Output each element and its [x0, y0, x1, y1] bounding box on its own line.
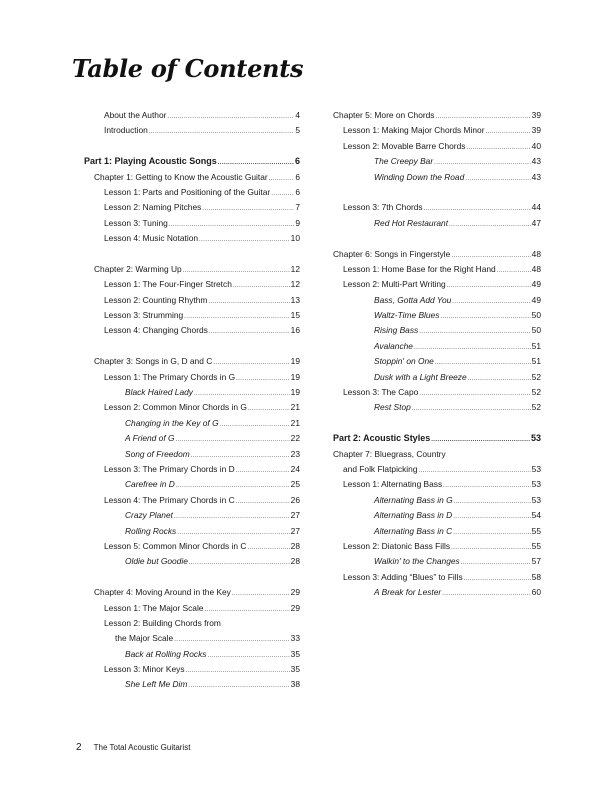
toc-page-number: 47	[531, 217, 541, 228]
toc-entry	[84, 372, 300, 387]
toc-song-entry	[333, 587, 541, 602]
toc-song-entry	[333, 556, 541, 571]
toc-column-right	[333, 110, 541, 603]
toc-entry-title: Bass, Gotta Add You	[374, 294, 452, 305]
toc-entry-title: Walkin' to the Changes	[374, 556, 460, 567]
toc-entry-title: Lesson 1: The Primary Chords in G	[104, 371, 236, 382]
toc-page-number: 48	[531, 248, 541, 259]
toc-entry-title: Introduction	[104, 125, 148, 136]
toc-entry-title: Chapter 2: Warming Up	[94, 263, 182, 274]
toc-song-entry	[333, 510, 541, 525]
dot-leader	[461, 560, 531, 566]
dot-leader	[186, 668, 290, 674]
toc-page-number: 35	[290, 648, 300, 659]
toc-page-number: 60	[531, 587, 541, 598]
dot-leader	[465, 176, 530, 182]
dot-leader	[189, 560, 290, 566]
toc-page-number: 19	[290, 356, 300, 367]
toc-entry	[333, 264, 541, 279]
toc-page-number: 28	[290, 540, 300, 551]
toc-song-entry	[84, 418, 300, 433]
toc-entry	[84, 618, 300, 633]
toc-entry-title: Carefree in D	[125, 479, 175, 490]
toc-entry-title: Lesson 3: Strumming	[104, 310, 184, 321]
dot-leader	[447, 283, 531, 289]
toc-entry-title: Lesson 2: Common Minor Chords in G	[104, 402, 247, 413]
toc-entry	[84, 402, 300, 417]
toc-entry	[333, 479, 541, 494]
toc-page-number: 28	[290, 556, 300, 567]
toc-page-number: 25	[290, 479, 300, 490]
toc-entry-title: Crazy Planet	[125, 510, 173, 521]
toc-page-number: 54	[531, 510, 541, 521]
toc-entry-title: Rising Bass	[374, 325, 419, 336]
toc-entry	[333, 141, 541, 156]
toc-entry	[84, 495, 300, 510]
toc-page-number: 55	[531, 540, 541, 551]
dot-leader	[188, 683, 289, 689]
dot-leader	[466, 145, 530, 151]
toc-entry-title: Chapter 4: Moving Around in the Key	[94, 587, 231, 598]
toc-entry-title: Back at Rolling Rocks	[125, 648, 207, 659]
toc-page-number: 21	[290, 417, 300, 428]
toc-entry	[84, 310, 300, 325]
toc-song-entry	[333, 295, 541, 310]
toc-page-number: 5	[295, 125, 300, 136]
toc-entry-title: Waltz-Time Blues	[374, 310, 440, 321]
toc-song-entry	[333, 172, 541, 187]
toc-entry-title: Changing in the Key of G	[125, 417, 219, 428]
toc-entry	[84, 356, 300, 371]
dot-leader	[218, 160, 294, 166]
toc-page-number: 53	[531, 494, 541, 505]
toc-entry-title: and Folk Flatpicking	[343, 463, 418, 474]
toc-entry	[84, 279, 300, 294]
toc-page-number: 43	[531, 156, 541, 167]
dot-leader	[213, 360, 289, 366]
dot-leader	[431, 437, 530, 443]
toc-spacer	[333, 418, 541, 433]
toc-entry-title: Lesson 3: Adding “Blues” to Fills	[343, 571, 463, 582]
toc-page-number: 35	[290, 664, 300, 675]
dot-leader	[236, 499, 290, 505]
toc-spacer	[333, 233, 541, 248]
toc-entry-title: Lesson 4: Changing Chords	[104, 325, 208, 336]
dot-leader	[248, 406, 290, 412]
toc-entry-title: Lesson 2: Counting Rhythm	[104, 294, 208, 305]
toc-page-number: 15	[290, 310, 300, 321]
dot-leader	[191, 453, 290, 459]
toc-entry	[84, 202, 300, 217]
toc-page-number: 24	[290, 463, 300, 474]
toc-entry	[333, 110, 541, 125]
toc-spacer	[84, 141, 300, 156]
toc-page-number: 53	[531, 479, 541, 490]
toc-song-entry	[84, 387, 300, 402]
toc-entry	[333, 249, 541, 264]
dot-leader	[453, 514, 530, 520]
toc-page-number: 49	[531, 279, 541, 290]
dot-leader	[435, 360, 531, 366]
dot-leader	[464, 576, 531, 582]
toc-entry-title: Song of Freedom	[125, 448, 190, 459]
toc-entry-title: Dusk with a Light Breeze	[374, 371, 467, 382]
dot-leader	[184, 314, 290, 320]
toc-song-entry	[84, 526, 300, 541]
dot-leader	[412, 406, 531, 412]
toc-song-entry	[84, 679, 300, 694]
toc-entry-title: She Left Me Dim	[125, 679, 188, 690]
toc-entry	[84, 664, 300, 679]
toc-entry-title: Chapter 7: Bluegrass, Country	[333, 448, 446, 459]
toc-page-number: 13	[290, 294, 300, 305]
toc-song-entry	[84, 433, 300, 448]
toc-song-entry	[84, 479, 300, 494]
toc-page-number: 27	[290, 525, 300, 536]
toc-entry	[84, 125, 300, 140]
dot-leader	[194, 391, 290, 397]
toc-page-number: 52	[531, 387, 541, 398]
toc-spacer	[84, 572, 300, 587]
dot-leader	[451, 253, 530, 259]
toc-entry-title: Lesson 4: Music Notation	[104, 233, 199, 244]
toc-page-number: 6	[295, 171, 300, 182]
toc-page-number: 40	[531, 140, 541, 151]
dot-leader	[169, 222, 295, 228]
toc-entry	[333, 572, 541, 587]
toc-entry-title: Lesson 4: The Primary Chords in C	[104, 494, 235, 505]
dot-leader	[419, 329, 530, 335]
toc-entry-title: Rest Stop	[374, 402, 411, 413]
toc-page-number: 22	[290, 433, 300, 444]
toc-entry-title: Part 1: Playing Acoustic Songs	[84, 156, 217, 167]
toc-entry-title: Lesson 2: Diatonic Bass Fills	[343, 540, 451, 551]
toc-page-number: 43	[531, 171, 541, 182]
toc-page-number: 12	[290, 279, 300, 290]
toc-page-number: 33	[290, 633, 300, 644]
toc-entry	[84, 325, 300, 340]
toc-entry-title: About the Author	[104, 110, 167, 120]
dot-leader	[449, 222, 531, 228]
toc-page-number: 6	[294, 156, 300, 167]
toc-entry-title: Lesson 3: The Capo	[343, 387, 419, 398]
toc-entry	[84, 110, 300, 125]
dot-leader	[486, 129, 531, 135]
toc-entry	[333, 387, 541, 402]
toc-song-entry	[84, 449, 300, 464]
toc-spacer	[84, 249, 300, 264]
toc-page-number: 50	[531, 310, 541, 321]
toc-page-number: 51	[531, 356, 541, 367]
toc-entry-title: Oldie but Goodie	[125, 556, 188, 567]
toc-entry-title: Lesson 2: Multi-Part Writing	[343, 279, 446, 290]
toc-entry	[333, 449, 541, 464]
toc-song-entry	[333, 495, 541, 510]
toc-entry	[333, 464, 541, 479]
toc-entry	[84, 187, 300, 202]
dot-leader	[453, 530, 530, 536]
toc-entry-title: Lesson 1: The Major Scale	[104, 602, 204, 613]
toc-entry	[84, 264, 300, 279]
toc-entry-title: Lesson 2: Movable Barre Chords	[343, 140, 466, 151]
toc-entry-title: Chapter 1: Getting to Know the Acoustic Guitar	[94, 171, 268, 182]
toc-page-number: 7	[295, 202, 300, 213]
dot-leader	[419, 391, 530, 397]
dot-leader	[452, 299, 530, 305]
toc-page-number: 53	[531, 463, 541, 474]
toc-page-number: 6	[295, 186, 300, 197]
toc-entry	[333, 541, 541, 556]
dot-leader	[174, 514, 290, 520]
toc-entry-title: Lesson 2: Building Chords from	[104, 617, 221, 628]
toc-entry	[84, 633, 300, 648]
toc-entry-title: A Break for Lester	[374, 587, 442, 598]
dot-leader	[468, 376, 531, 382]
toc-entry	[333, 279, 541, 294]
toc-song-entry	[333, 310, 541, 325]
dot-leader	[236, 376, 290, 382]
toc-entry-title: A Friend of G	[125, 433, 175, 444]
dot-leader	[443, 483, 531, 489]
dot-leader	[204, 607, 289, 613]
dot-leader	[208, 299, 289, 305]
toc-entry-title: Red Hot Restaurant	[374, 217, 449, 228]
dot-leader	[167, 114, 294, 120]
toc-entry-title: Alternating Bass in C	[374, 525, 453, 536]
footer-book-title: The Total Acoustic Guitarist	[93, 743, 191, 752]
toc-page-number: 19	[290, 387, 300, 398]
toc-entry-title: Lesson 3: Tuning	[104, 217, 168, 228]
toc-song-entry	[333, 218, 541, 233]
footer-page-number: 2	[76, 742, 82, 753]
toc-page-number: 55	[531, 525, 541, 536]
toc-entry	[84, 295, 300, 310]
toc-page-number: 52	[531, 402, 541, 413]
dot-leader	[435, 114, 530, 120]
toc-song-entry	[333, 356, 541, 371]
toc-entry	[84, 587, 300, 602]
toc-page-number: 29	[290, 602, 300, 613]
toc-song-entry	[84, 649, 300, 664]
dot-leader	[271, 191, 294, 197]
toc-entry-title: Rolling Rocks	[125, 525, 177, 536]
toc-song-entry	[333, 156, 541, 171]
dot-leader	[220, 422, 290, 428]
dot-leader	[434, 160, 531, 166]
toc-entry-title: Alternating Bass in G	[374, 494, 453, 505]
dot-leader	[177, 530, 289, 536]
toc-song-entry	[84, 510, 300, 525]
toc-spacer	[333, 187, 541, 202]
dot-leader	[183, 268, 290, 274]
dot-leader	[174, 637, 289, 643]
toc-page-number: 52	[531, 371, 541, 382]
toc-entry	[84, 233, 300, 248]
toc-page-number: 39	[531, 110, 541, 120]
toc-entry-title: Lesson 1: Parts and Positioning of the Guitar	[104, 186, 271, 197]
dot-leader	[424, 206, 531, 212]
dot-leader	[440, 314, 530, 320]
toc-entry-title: Chapter 5: More on Chords	[333, 110, 435, 120]
toc-entry	[84, 541, 300, 556]
toc-page-number: 27	[290, 510, 300, 521]
dot-leader	[199, 237, 290, 243]
toc-page-number: 57	[531, 556, 541, 567]
toc-entry-title: Chapter 6: Songs in Fingerstyle	[333, 248, 451, 259]
toc-page-number: 19	[290, 371, 300, 382]
toc-song-entry	[333, 341, 541, 356]
dot-leader	[149, 129, 295, 135]
toc-part-entry	[333, 433, 541, 448]
dot-leader	[236, 468, 290, 474]
toc-entry-title: Lesson 3: 7th Chords	[343, 202, 423, 213]
dot-leader	[247, 545, 289, 551]
dot-leader	[176, 437, 290, 443]
toc-entry	[333, 202, 541, 217]
toc-entry-title: Alternating Bass in D	[374, 510, 453, 521]
toc-page-number: 4	[295, 110, 300, 120]
toc-entry-title: Black Haired Lady	[125, 387, 193, 398]
toc-entry-title: Lesson 1: Alternating Bass	[343, 479, 443, 490]
toc-entry-title: The Creepy Bar	[374, 156, 434, 167]
toc-entry-title: Lesson 1: The Four-Finger Stretch	[104, 279, 232, 290]
toc-song-entry	[333, 402, 541, 417]
toc-page-number: 29	[290, 587, 300, 598]
toc-song-entry	[333, 372, 541, 387]
toc-page-number: 50	[531, 325, 541, 336]
toc-part-entry	[84, 156, 300, 171]
page-title: Table of Contents	[72, 54, 304, 83]
toc-entry-title: Lesson 1: Making Major Chords Minor	[343, 125, 485, 136]
toc-page-number: 39	[531, 125, 541, 136]
toc-entry-title: Lesson 1: Home Base for the Right Hand	[343, 263, 496, 274]
page-footer	[76, 742, 190, 753]
toc-page-number: 16	[290, 325, 300, 336]
toc-entry-title: the Major Scale	[115, 633, 174, 644]
dot-leader	[209, 329, 290, 335]
toc-entry-title: Stoppin' on One	[374, 356, 434, 367]
toc-page-number: 21	[290, 402, 300, 413]
toc-page-number: 10	[290, 233, 300, 244]
dot-leader	[176, 483, 290, 489]
toc-song-entry	[333, 526, 541, 541]
toc-spacer	[84, 341, 300, 356]
dot-leader	[414, 345, 531, 351]
toc-entry	[84, 172, 300, 187]
toc-entry-title: Avalanche	[374, 340, 413, 351]
toc-page-number: 48	[531, 263, 541, 274]
toc-entry	[84, 218, 300, 233]
toc-song-entry	[333, 325, 541, 340]
toc-entry-title: Lesson 5: Common Minor Chords in C	[104, 540, 247, 551]
toc-entry-title: Lesson 3: Minor Keys	[104, 664, 185, 675]
toc-song-entry	[84, 556, 300, 571]
toc-entry	[84, 603, 300, 618]
toc-entry	[333, 125, 541, 140]
toc-page-number: 53	[530, 433, 541, 444]
toc-entry-title: Part 2: Acoustic Styles	[333, 433, 431, 444]
toc-page-number: 49	[531, 294, 541, 305]
toc-page-number: 9	[295, 217, 300, 228]
toc-page-number: 58	[531, 571, 541, 582]
dot-leader	[202, 206, 294, 212]
toc-column-left	[84, 110, 300, 695]
dot-leader	[497, 268, 531, 274]
dot-leader	[442, 591, 530, 597]
toc-page-number: 12	[290, 263, 300, 274]
toc-page-number: 38	[290, 679, 300, 690]
toc-entry	[84, 464, 300, 479]
toc-entry-title: Lesson 2: Naming Pitches	[104, 202, 202, 213]
dot-leader	[418, 468, 530, 474]
toc-page-number: 23	[290, 448, 300, 459]
toc-entry-title: Lesson 3: The Primary Chords in D	[104, 463, 235, 474]
dot-leader	[207, 653, 289, 659]
toc-page-number: 44	[531, 202, 541, 213]
dot-leader	[451, 545, 531, 551]
toc-entry-title: Winding Down the Road	[374, 171, 465, 182]
toc-entry-title: Chapter 3: Songs in G, D and C	[94, 356, 213, 367]
dot-leader	[232, 591, 290, 597]
dot-leader	[454, 499, 531, 505]
toc-page-number: 26	[290, 494, 300, 505]
toc-page-number: 51	[531, 340, 541, 351]
dot-leader	[233, 283, 290, 289]
dot-leader	[269, 176, 295, 182]
